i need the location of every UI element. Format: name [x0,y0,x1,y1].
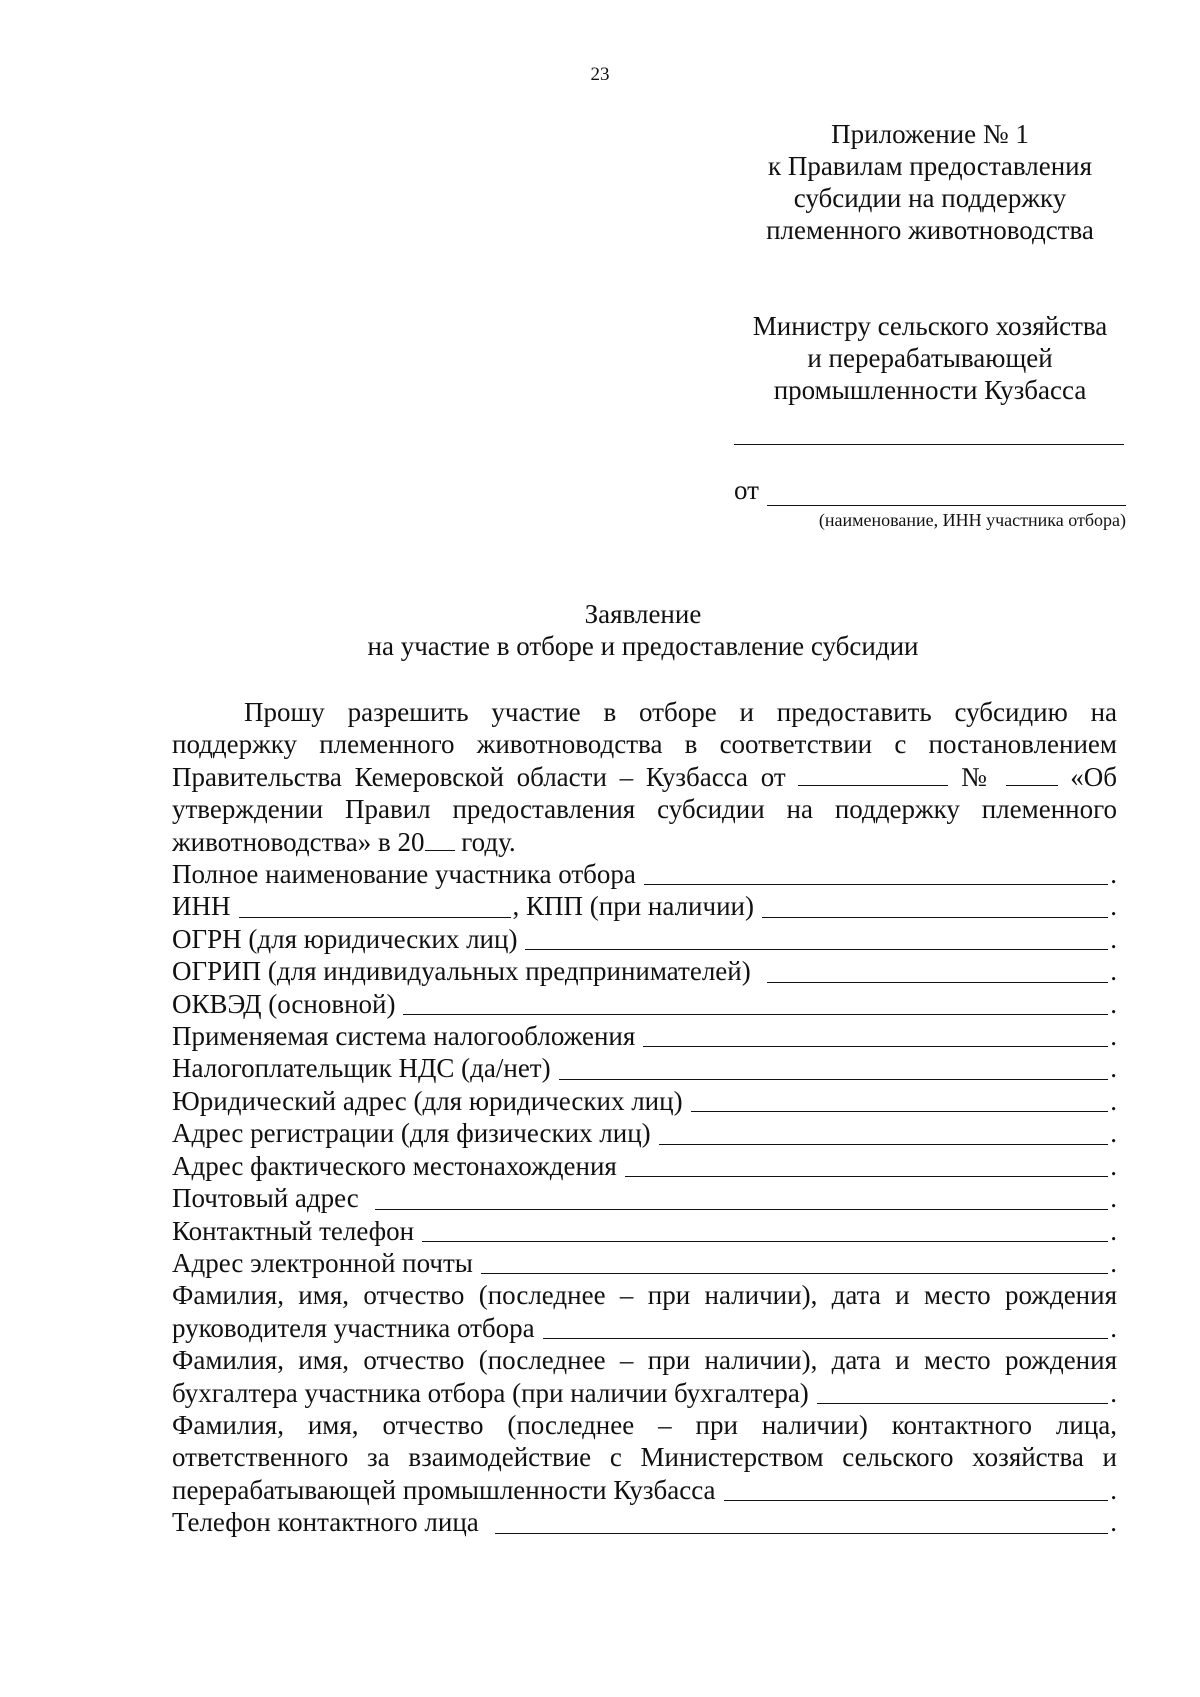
document-heading [170,598,1116,662]
annex-line: Приложение № 1 [831,119,1029,149]
tax-system-field[interactable] [643,1045,1108,1047]
period: . [1110,1183,1117,1214]
field-label: Применяемая система налогообложения [172,1021,636,1052]
period: . [1110,1150,1117,1181]
field-label: Контактный телефон [172,1215,415,1246]
field-label: Полное наименование участника отбора [172,859,636,890]
annex-line: субсидии на поддержку [793,183,1067,213]
period: . [1110,988,1117,1019]
field-row-head [172,1312,1117,1344]
field-row-inn-kpp [172,890,1117,922]
addressee-line: промышленности Кузбасса [773,375,1087,405]
field-label: ИНН [172,891,231,922]
contact-person-field[interactable] [724,1499,1109,1501]
intro-text: году. [461,826,516,857]
addressee-line: и перерабатывающей [807,343,1053,373]
field-label: Адрес фактического местонахождения [172,1150,617,1181]
field-row-accountant [172,1377,1117,1409]
year-field[interactable] [425,830,455,851]
phone-field[interactable] [422,1240,1108,1242]
applicant-name-field[interactable] [767,481,1126,506]
number-sign: № [961,761,993,792]
period: . [1110,1507,1117,1538]
reg-address-field[interactable] [659,1143,1109,1145]
field-label: Телефон контактного лица [172,1507,479,1538]
period: . [1110,1085,1117,1116]
minister-name-field[interactable] [734,444,1124,445]
field-row-tax-system [172,1020,1117,1052]
contact-phone-field[interactable] [495,1532,1108,1534]
legal-address-field[interactable] [691,1110,1109,1112]
field-label: Юридический адрес (для юридических лиц) [172,1085,683,1116]
period: . [1110,956,1117,987]
accountant-label-line: Фамилия, имя, отчество (последнее – при наличии), дата и место рождения [172,1345,1117,1376]
field-row-legal-address [172,1085,1117,1117]
period: . [1110,1474,1117,1505]
field-label: Налогоплательщик НДС (да/нет) [172,1053,551,1084]
head-field[interactable] [543,1337,1109,1339]
period: . [1110,1247,1117,1278]
period: . [1110,1377,1117,1408]
field-label: Адрес регистрации (для физических лиц) [172,1118,651,1149]
field-row-ogrn [172,923,1117,955]
ogrn-field[interactable] [525,948,1108,950]
field-label: руководителя участника отбора [172,1312,535,1343]
field-label: ОГРН (для юридических лиц) [172,923,518,954]
annex-line: племенного животноводства [766,215,1094,245]
inn-field[interactable] [239,916,511,918]
field-label: ОКВЭД (основной) [172,988,396,1019]
period: . [1110,1021,1117,1052]
ogrip-field[interactable] [767,981,1109,983]
field-label: ОГРИП (для индивидуальных предпринимателей) [172,956,751,987]
from-label: от [734,475,759,505]
postal-address-field[interactable] [375,1208,1108,1210]
field-label: перерабатывающей промышленности Кузбасса [172,1474,716,1505]
full-name-field[interactable] [644,883,1108,885]
field-label: бухгалтера участника отбора (при наличии бухгалтера) [172,1377,809,1408]
field-row-vat [172,1052,1117,1084]
kpp-field[interactable] [762,916,1108,918]
period: . [1110,1118,1117,1149]
annex-line: к Правилам предоставления [767,151,1093,181]
period: . [1110,859,1117,890]
vat-field[interactable] [559,1078,1109,1080]
period: . [1110,1215,1117,1246]
field-row-contact-phone [172,1506,1117,1538]
field-row-okved [172,988,1117,1020]
period: . [1110,923,1117,954]
resolution-number-field[interactable] [1006,765,1058,786]
actual-address-field[interactable] [625,1175,1108,1177]
from-caption: (наименование, ИНН участника отбора) [818,510,1126,530]
field-row-postal-address [172,1182,1117,1214]
field-label: Адрес электронной почты [172,1247,473,1278]
field-row-contact [172,1474,1117,1506]
field-label: , КПП (при наличии) [512,891,754,922]
field-row-reg-address [172,1117,1117,1149]
okved-field[interactable] [403,1013,1108,1015]
heading-title: Заявление [584,599,702,629]
head-label-line: Фамилия, имя, отчество (последнее – при наличии), дата и место рождения [172,1280,1117,1311]
addressee-line: Министру сельского хозяйства [752,311,1108,341]
from-row [734,474,1126,506]
field-row-actual-address [172,1150,1117,1182]
contact-label-line: Фамилия, имя, отчество (последнее – при наличии) контактного лица, [172,1409,1117,1440]
field-row-full-name [172,858,1117,890]
period: . [1110,891,1117,922]
application-body [172,696,1117,1539]
intro-text: Прошу разрешить участие в отборе и предоставить субсидию на поддержку племенного животноводства в соответствии с постановлением Правительства Кемеровской области – Кузбасса от [172,697,1117,792]
field-row-ogrip [172,955,1117,987]
field-label: Почтовый адрес [172,1183,359,1214]
resolution-date-field[interactable] [798,765,948,786]
page-number: 23 [590,64,610,85]
period: . [1110,1312,1117,1343]
addressee-block [730,310,1130,406]
intro-text: «Об утверждении Правил предоставления субсидии на поддержку племенного животноводства» в 20 [172,761,1118,857]
email-field[interactable] [481,1272,1108,1274]
annex-block [730,118,1130,246]
accountant-field[interactable] [817,1402,1108,1404]
period: . [1110,1053,1117,1084]
field-row-email [172,1247,1117,1279]
contact-label-line: ответственного за взаимодействие с Министерством сельского хозяйства и [172,1442,1117,1473]
heading-subtitle: на участие в отборе и предоставление субсидии [367,631,919,661]
field-row-phone [172,1215,1117,1247]
intro-paragraph [172,696,1117,858]
